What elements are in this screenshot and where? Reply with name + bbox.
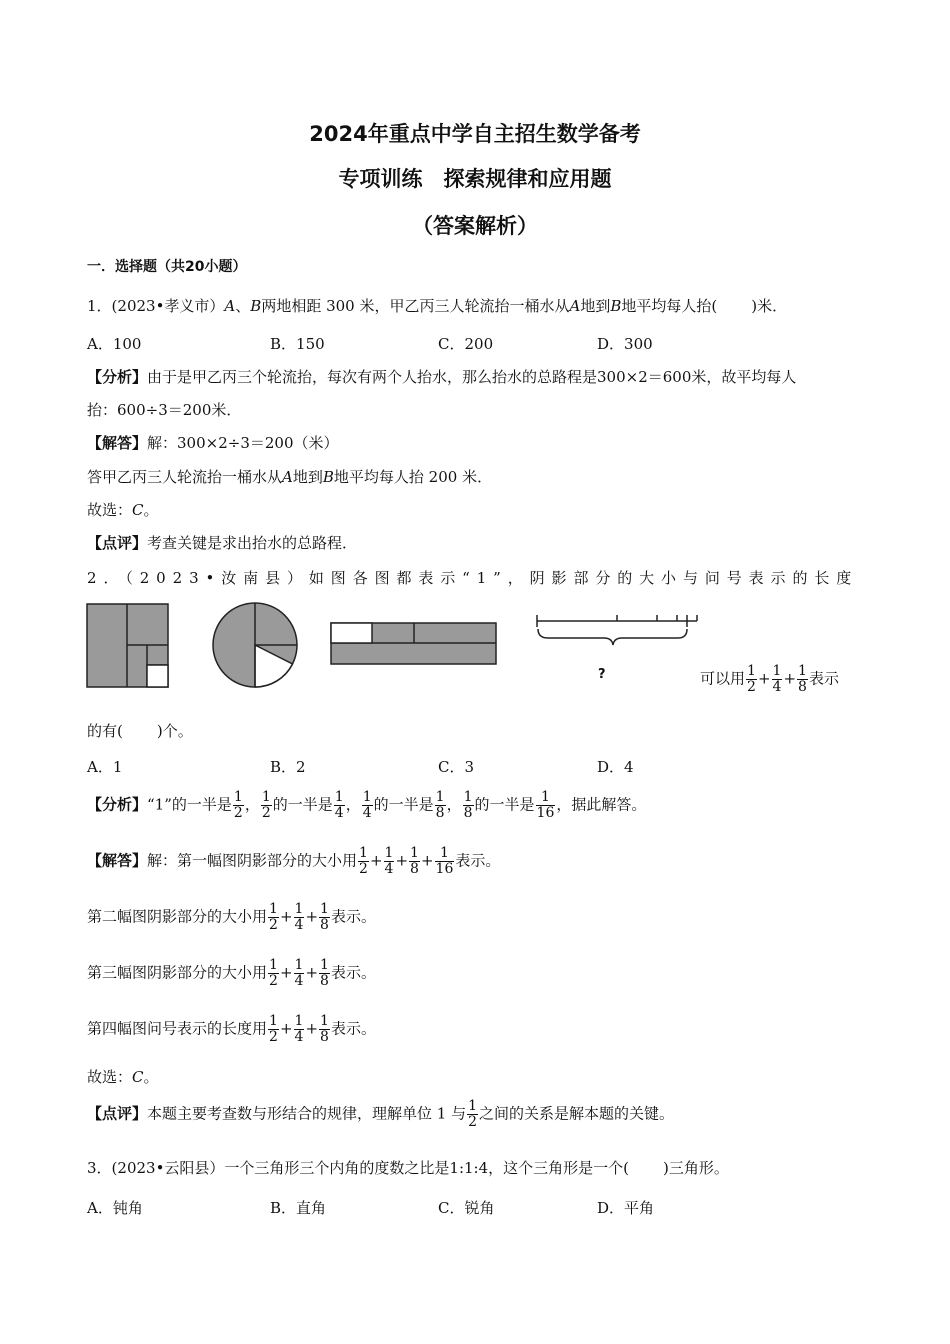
figure-segment [537,615,697,645]
brace-shape [538,629,687,645]
q1-option-a: A．100 [87,335,142,353]
q2-answer: 【解答】解：第一幅图阴影部分的大小用 $\frac{1}{2}$ + $\frac{1}{4}$ + $\frac{1}{8}$ + $\frac{1}{16}$ 表示。 [87,845,501,877]
q2-choice: 故选：C。 [87,1068,159,1086]
q1-option-b: B．150 [270,335,325,353]
q1-stem: 1．(2023•孝义市）A、B两地相距 300 米，甲乙丙三人轮流抬一桶水从A地到B地平均每人抬( )米． [87,297,788,315]
q2-option-b: B．2 [270,758,306,776]
q1-comment: 【点评】考查关键是求出抬水的总路程． [87,534,358,552]
q2-analysis: 【分析】“1”的一半是 $\frac{1}{2}$ ， $\frac{1}{2}$ 的一半是 $\frac{1}{4}$ ， $\frac{1}{4}$ 的一半是 $\frac{1}{8}$ ， $\frac{1}{8}$ 的一半是 $\frac{1}{16}$ ，据此解答。 [87,789,647,821]
q1-answer-cont: 答甲乙丙三人轮流抬一桶水从A地到B地平均每人抬 200 米． [87,468,493,486]
q3-option-b: B．直角 [270,1199,327,1217]
q2-answer-line2: 第二幅图阴影部分的大小用 $\frac{1}{2}$ + $\frac{1}{4}$ + $\frac{1}{8}$ 表示。 [87,901,376,933]
q1-analysis: 【分析】由于是甲乙丙三个轮流抬，每次有两个人抬水，那么抬水的总路程是300×2＝600米，故平均每人 [87,368,797,386]
document-subtitle-answer: （答案解析） [412,214,538,238]
figure-square [87,604,168,687]
fraction-quarter: $\frac{1}{4}$ [772,663,782,695]
square-unshaded-part [147,665,168,687]
q2-stem-cont: 的有( )个。 [87,722,193,740]
figure-circle [213,603,297,687]
figure-rectangle [331,623,496,664]
fraction-eighth: $\frac{1}{8}$ [798,663,807,695]
q1-choice: 故选：C。 [87,501,159,519]
q3-option-a: A．钝角 [87,1199,143,1217]
section-heading: 一．选择题（共20小题） [87,259,247,275]
q1-answer: 【解答】解：300×2÷3＝200（米） [87,434,339,452]
q2-option-a: A．1 [87,758,123,776]
q2-figures [84,600,704,692]
q3-option-d: D．平角 [597,1199,655,1217]
q3-stem: 3．(2023•云阳县）一个三角形三个内角的度数之比是1:1:4，这个三角形是一个( )三角形。 [87,1159,729,1177]
q2-answer-line3: 第三幅图阴影部分的大小用 $\frac{1}{2}$ + $\frac{1}{4}$ + $\frac{1}{8}$ 表示。 [87,957,376,989]
q2-stem-tail: 可以用 $\frac{1}{2}$ + $\frac{1}{4}$ + $\frac{1}{8}$ 表示 [700,663,839,695]
rectangle-unshaded-part [331,623,372,643]
q1-option-d: D．300 [597,335,653,353]
q1-option-c: C．200 [438,335,494,353]
document-title: 2024年重点中学自主招生数学备考 [309,122,641,146]
q2-answer-line4: 第四幅图问号表示的长度用 $\frac{1}{2}$ + $\frac{1}{4}$ + $\frac{1}{8}$ 表示。 [87,1013,376,1045]
q2-comment: 【点评】本题主要考查数与形结合的规律，理解单位 1 与 $\frac{1}{2}$ 之间的关系是解本题的关键。 [87,1098,675,1130]
q1-analysis-cont: 抬：600÷3＝200米． [87,401,242,419]
q2-option-d: D．4 [597,758,634,776]
document-subtitle: 专项训练 探索规律和应用题 [338,167,612,191]
question-mark-label: ? [598,667,606,682]
q2-stem: 2．（2023•汝南县）如图各图都表示“1”，阴影部分的大小与问号表示的长度 [87,569,859,587]
fraction-half: $\frac{1}{2}$ [747,663,756,695]
q2-option-c: C．3 [438,758,475,776]
q3-option-c: C．锐角 [438,1199,495,1217]
